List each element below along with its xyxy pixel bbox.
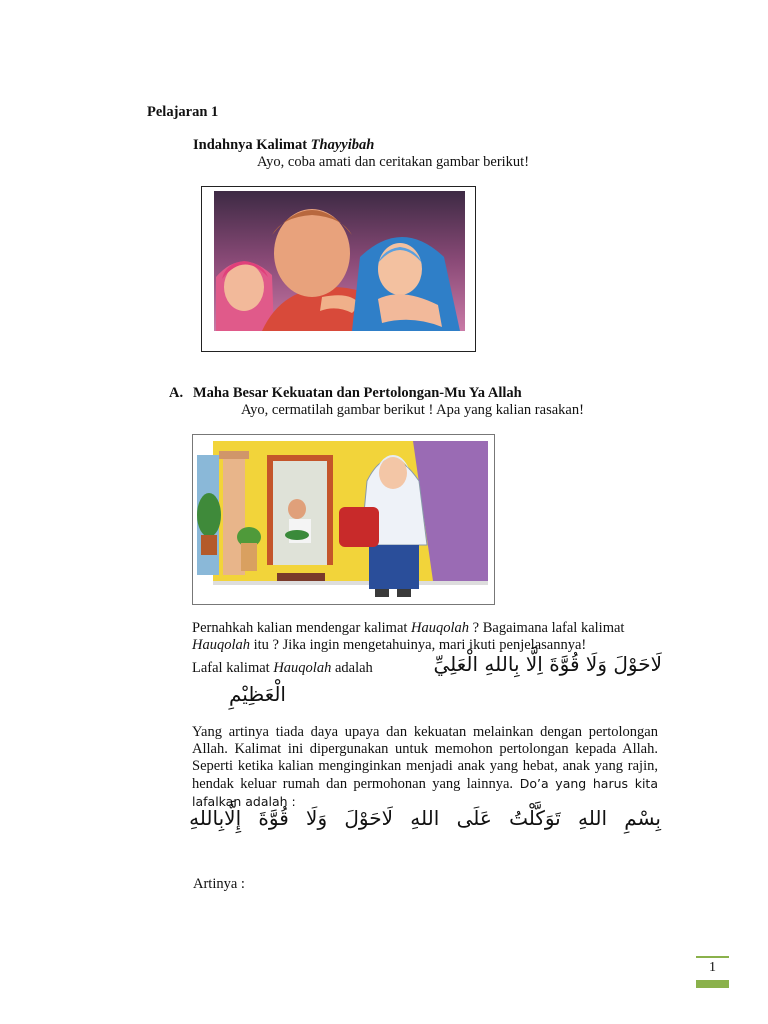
- title-italic: Thayyibah: [310, 137, 375, 153]
- section-a-title: Maha Besar Kekuatan dan Pertolongan-Mu Ya Allah: [193, 385, 522, 401]
- title-prefix: Indahnya Kalimat: [193, 137, 311, 153]
- doa-word: إِلَّابِاللهِ: [189, 806, 242, 830]
- p1-line1-a: Pernahkah kalian mendengar kalimat: [192, 620, 412, 636]
- section-a-marker: A.: [169, 385, 184, 401]
- p2-text: Yang artinya tiada daya upaya dan kekuatan melainkan dengan pertolongan Allah. Kalimat ini dipergunakan untuk memohon pertolongan kepada Allah. Seperti ketika kalian menginginkan menjadi anak yang hebat, anak yang rajin, hendak keluar rumah dan permohonan yang lainnya.: [192, 724, 658, 792]
- doa-word: لَاحَوْلَ: [344, 806, 394, 830]
- lafal-b: adalah: [331, 660, 373, 676]
- arabic-doa-line: [189, 806, 661, 830]
- page-number-top-line: [696, 956, 729, 958]
- p2-doa-intro: Do’a yang harus kita lafalkan adalah :: [192, 776, 658, 809]
- doa-word: عَلَى: [456, 806, 492, 830]
- p1-line2-italic: Hauqolah: [192, 637, 250, 653]
- doa-word: تَوَكَّلْتُ: [509, 806, 561, 830]
- p1-line2-b: itu ? Jika ingin mengetahuinya, mari ikuti penjelasannya!: [250, 637, 587, 653]
- praying-family-illustration: [201, 186, 476, 352]
- p1-line1-italic: Hauqolah: [411, 620, 470, 636]
- section-a-instruction: Ayo, cermatilah gambar berikut ! Apa yang kalian rasakan!: [241, 402, 584, 418]
- lafal-italic: Hauqolah: [273, 660, 332, 676]
- artinya-label: Artinya :: [193, 876, 245, 892]
- page-number-box: [696, 956, 729, 989]
- page-title: [193, 137, 374, 154]
- doa-word: اللهِ: [410, 806, 440, 830]
- arabic-hauqolah-line2: الْعَظِيْمِ: [228, 682, 286, 706]
- lafal-label: [192, 660, 373, 677]
- doa-word: وَلَا: [306, 806, 328, 830]
- lafal-a: Lafal kalimat: [192, 660, 274, 676]
- p1-line1-b: ? Bagaimana lafal kalimat: [469, 620, 625, 636]
- praying-family-drawing: [202, 187, 475, 351]
- page-number: 1: [709, 960, 716, 975]
- intro-instruction: Ayo, coba amati dan ceritakan gambar berikut!: [257, 154, 530, 170]
- girl-leaving-home-illustration: [192, 434, 495, 605]
- page-number-bar: [696, 980, 729, 988]
- arabic-hauqolah-line1: لَاحَوْلَ وَلَا قُوَّةَ اِلَّا بِاللهِ الْعَلِيِّ: [433, 652, 662, 676]
- paragraph-meaning: [192, 724, 658, 811]
- girl-leaving-home-drawing: [193, 435, 494, 604]
- doa-word: قُوَّةَ: [258, 806, 289, 830]
- paragraph-hauqolah-line1: [192, 620, 658, 637]
- doa-word: اللهِ: [578, 806, 608, 830]
- lesson-label: Pelajaran 1: [147, 104, 219, 120]
- doa-word: بِسْمِ: [624, 806, 661, 830]
